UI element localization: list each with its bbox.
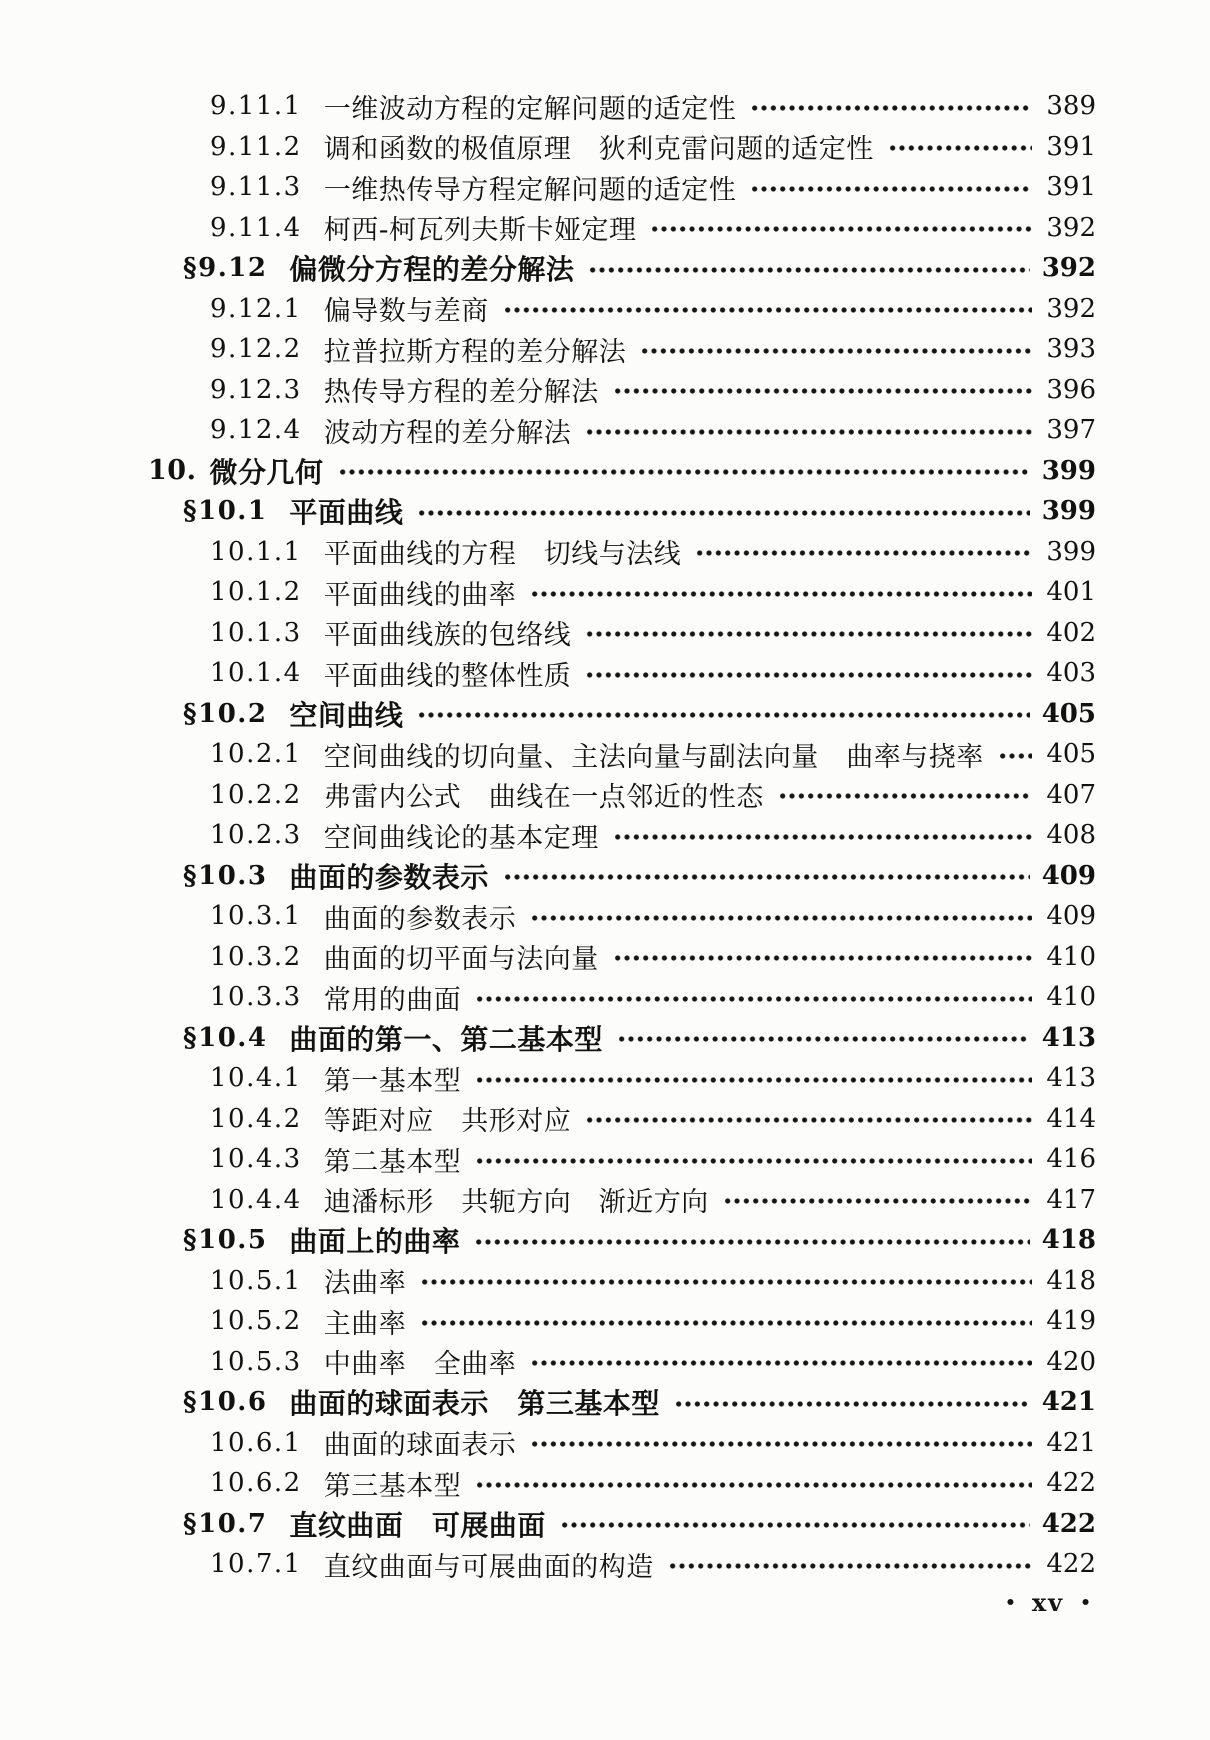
entry-title: 平面曲线的曲率 [323, 579, 517, 611]
toc-entry [210, 734, 1096, 775]
entry-page-number: 416 [1046, 1144, 1096, 1175]
entry-title: 热传导方程的差分解法 [323, 377, 599, 409]
dot-leader [585, 669, 1032, 681]
dot-leader [530, 912, 1032, 924]
entry-page-number: 420 [1046, 1346, 1096, 1377]
toc-entry [183, 491, 1096, 532]
toc-entry [183, 1382, 1096, 1423]
dot-leader [417, 507, 1029, 519]
footer-right-bullet-icon: • [1080, 1593, 1091, 1613]
toc-entry [210, 613, 1096, 654]
entry-title: 偏微分方程的差分解法 [289, 253, 575, 287]
entry-number: 10.2.2 [210, 779, 302, 810]
dot-leader [613, 831, 1032, 843]
entry-page-number: 393 [1046, 334, 1096, 365]
toc-entry [210, 86, 1096, 127]
entry-page-number: 408 [1046, 820, 1096, 851]
entry-number: 10.1.3 [210, 617, 302, 648]
entry-page-number: 410 [1046, 941, 1096, 972]
entry-title: 一维热传导方程定解问题的适定性 [323, 174, 737, 206]
toc-entry [210, 977, 1096, 1018]
entry-number: §9.12 [183, 253, 268, 284]
entry-number: 10.4.1 [210, 1063, 302, 1094]
entry-page-number: 421 [1041, 1387, 1096, 1418]
entry-title: 偏导数与差商 [323, 296, 489, 328]
entry-title: 主曲率 [323, 1308, 407, 1340]
toc-entry [210, 1099, 1096, 1140]
dot-leader [750, 102, 1032, 114]
entry-title: 柯西-柯瓦列夫斯卡娅定理 [323, 215, 637, 247]
entry-number: 9.12.3 [210, 374, 302, 405]
toc-entry [210, 532, 1096, 573]
entry-title: 曲面上的曲率 [289, 1225, 461, 1259]
dot-leader [585, 628, 1032, 640]
entry-page-number: 396 [1046, 374, 1096, 405]
folio-page-number: xv [1031, 1588, 1065, 1617]
dot-leader [560, 1519, 1030, 1531]
toc-entry [183, 856, 1096, 897]
dot-leader [338, 466, 1030, 478]
toc-entry [148, 451, 1096, 492]
entry-number: 10.4.2 [210, 1103, 302, 1134]
toc-entry [210, 370, 1096, 411]
entry-page-number: 392 [1046, 293, 1096, 324]
dot-leader [420, 1317, 1032, 1329]
entry-title: 曲面的参数表示 [323, 903, 517, 935]
entry-number: 10.7.1 [210, 1549, 302, 1580]
dot-leader [668, 1560, 1032, 1572]
entry-title: 直纹曲面 可展曲面 [289, 1508, 546, 1542]
toc-entry [183, 248, 1096, 289]
toc-entry [210, 572, 1096, 613]
entry-number: §10.4 [183, 1022, 268, 1053]
dot-leader [417, 709, 1029, 721]
entry-number: 10.4.3 [210, 1144, 302, 1175]
entry-number: 10.3.3 [210, 982, 302, 1013]
entry-number: 10.5.3 [210, 1346, 302, 1377]
entry-title: 法曲率 [323, 1268, 407, 1300]
entry-number: §10.1 [183, 496, 268, 527]
toc-entry [183, 1220, 1096, 1261]
entry-number: 10.6.1 [210, 1427, 302, 1458]
toc-entry [210, 653, 1096, 694]
dot-leader [613, 385, 1032, 397]
entry-page-number: 403 [1046, 658, 1096, 689]
entry-title: 第二基本型 [323, 1146, 462, 1178]
dot-leader [475, 1155, 1032, 1167]
entry-page-number: 410 [1046, 982, 1096, 1013]
entry-number: 10.1.2 [210, 577, 302, 608]
entry-number: §10.3 [183, 860, 268, 891]
entry-title: 波动方程的差分解法 [323, 417, 572, 449]
entry-title: 中曲率 全曲率 [323, 1349, 517, 1381]
entry-number: §10.7 [183, 1508, 268, 1539]
toc-entry [183, 1018, 1096, 1059]
entry-title: 曲面的球面表示 [323, 1430, 517, 1462]
entry-page-number: 399 [1041, 455, 1096, 486]
entry-number: 10.4.4 [210, 1184, 302, 1215]
entry-page-number: 422 [1041, 1508, 1096, 1539]
toc-entry [210, 1463, 1096, 1504]
entry-page-number: 405 [1046, 739, 1096, 770]
entry-title: 曲面的切平面与法向量 [323, 944, 599, 976]
entry-number: 10.2.3 [210, 820, 302, 851]
toc-entry [210, 1058, 1096, 1099]
dot-leader [585, 426, 1032, 438]
dot-leader [640, 345, 1032, 357]
toc-entry [210, 127, 1096, 168]
entry-number: 9.11.1 [210, 91, 302, 122]
toc-entry [210, 815, 1096, 856]
entry-title: 曲面的参数表示 [289, 860, 489, 894]
entry-title: 曲面的球面表示 第三基本型 [289, 1387, 660, 1421]
dot-leader [723, 1195, 1032, 1207]
entry-title: 一维波动方程的定解问题的适定性 [323, 93, 737, 125]
entry-number: 10.3.2 [210, 941, 302, 972]
entry-number: §10.2 [183, 698, 268, 729]
entry-title: 弗雷内公式 曲线在一点邻近的性态 [323, 782, 764, 814]
dot-leader [617, 1033, 1030, 1045]
entry-page-number: 402 [1046, 617, 1096, 648]
entry-number: 10. [148, 455, 197, 487]
toc-entry [210, 1261, 1096, 1302]
dot-leader [474, 1236, 1029, 1248]
toc-entry [210, 775, 1096, 816]
entry-page-number: 413 [1041, 1022, 1096, 1053]
dot-leader [888, 142, 1032, 154]
dot-leader [588, 264, 1029, 276]
dot-leader [695, 547, 1032, 559]
entry-page-number: 419 [1046, 1306, 1096, 1337]
entry-title: 第一基本型 [323, 1065, 462, 1097]
entry-page-number: 399 [1046, 536, 1096, 567]
entry-number: 9.11.3 [210, 172, 302, 203]
toc-entry [183, 694, 1096, 735]
footer-left-bullet-icon: • [1004, 1593, 1016, 1613]
entry-page-number: 407 [1046, 779, 1096, 810]
dot-leader [778, 790, 1032, 802]
entry-title: 调和函数的极值原理 狄利克雷问题的适定性 [323, 134, 874, 166]
entry-number: 10.5.2 [210, 1306, 302, 1337]
entry-title: 平面曲线的整体性质 [323, 660, 572, 692]
entry-number: 10.2.1 [210, 739, 302, 770]
entry-number: 9.12.4 [210, 415, 302, 446]
page-footer [940, 1588, 1156, 1617]
toc-entry [210, 410, 1096, 451]
toc-entry [210, 1423, 1096, 1464]
entry-page-number: 413 [1046, 1063, 1096, 1094]
dot-leader [503, 304, 1032, 316]
entry-number: §10.6 [183, 1387, 268, 1418]
entry-page-number: 397 [1046, 415, 1096, 446]
toc-list [0, 86, 1096, 1585]
entry-number: §10.5 [183, 1225, 268, 1256]
dot-leader [475, 1479, 1032, 1491]
entry-title: 空间曲线 [289, 698, 404, 732]
entry-page-number: 391 [1046, 131, 1096, 162]
entry-title: 等距对应 共形对应 [323, 1106, 572, 1138]
toc-entry [210, 329, 1096, 370]
dot-leader [674, 1398, 1030, 1410]
dot-leader [420, 1276, 1032, 1288]
toc-entry [210, 1544, 1096, 1585]
entry-number: 9.12.2 [210, 334, 302, 365]
entry-page-number: 421 [1046, 1427, 1096, 1458]
dot-leader [475, 993, 1032, 1005]
dot-leader [585, 1114, 1032, 1126]
entry-title: 常用的曲面 [323, 984, 462, 1016]
entry-number: 10.3.1 [210, 901, 302, 932]
dot-leader [503, 871, 1030, 883]
entry-title: 直纹曲面与可展曲面的构造 [323, 1551, 654, 1583]
entry-number: 10.6.2 [210, 1468, 302, 1499]
entry-title: 空间曲线论的基本定理 [323, 822, 599, 854]
entry-number: 10.1.1 [210, 536, 302, 567]
entry-title: 空间曲线的切向量、主法向量与副法向量 曲率与挠率 [323, 741, 984, 773]
entry-page-number: 399 [1041, 496, 1096, 527]
entry-page-number: 409 [1046, 901, 1096, 932]
entry-title: 迪潘标形 共轭方向 渐近方向 [323, 1187, 709, 1219]
toc-entry [210, 1301, 1096, 1342]
entry-title: 微分几何 [209, 455, 324, 489]
entry-page-number: 422 [1046, 1468, 1096, 1499]
entry-page-number: 422 [1046, 1549, 1096, 1580]
toc-entry [210, 208, 1096, 249]
dot-leader [613, 952, 1032, 964]
toc-entry [210, 289, 1096, 330]
toc-entry [183, 1504, 1096, 1545]
dot-leader [475, 1074, 1032, 1086]
entry-title: 第三基本型 [323, 1470, 462, 1502]
toc-entry [210, 1180, 1096, 1221]
toc-entry [210, 896, 1096, 937]
toc-entry [210, 167, 1096, 208]
dot-leader [998, 750, 1032, 762]
entry-page-number: 405 [1041, 698, 1096, 729]
entry-number: 9.11.4 [210, 212, 302, 243]
entry-page-number: 417 [1046, 1184, 1096, 1215]
entry-number: 9.11.2 [210, 131, 302, 162]
dot-leader [530, 588, 1032, 600]
entry-title: 平面曲线的方程 切线与法线 [323, 539, 682, 571]
entry-page-number: 391 [1046, 172, 1096, 203]
entry-page-number: 409 [1041, 860, 1096, 891]
entry-page-number: 401 [1046, 577, 1096, 608]
toc-entry [210, 1139, 1096, 1180]
entry-number: 10.5.1 [210, 1265, 302, 1296]
entry-title: 曲面的第一、第二基本型 [289, 1022, 603, 1056]
entry-page-number: 418 [1046, 1265, 1096, 1296]
dot-leader [530, 1357, 1032, 1369]
entry-title: 平面曲线族的包络线 [323, 620, 572, 652]
entry-number: 9.12.1 [210, 293, 302, 324]
dot-leader [530, 1438, 1032, 1450]
entry-number: 10.1.4 [210, 658, 302, 689]
entry-page-number: 418 [1041, 1225, 1096, 1256]
entry-page-number: 414 [1046, 1103, 1096, 1134]
entry-title: 平面曲线 [289, 496, 404, 530]
dot-leader [650, 223, 1032, 235]
dot-leader [750, 183, 1032, 195]
entry-page-number: 392 [1046, 212, 1096, 243]
entry-page-number: 392 [1041, 253, 1096, 284]
entry-title: 拉普拉斯方程的差分解法 [323, 336, 627, 368]
toc-entry [210, 937, 1096, 978]
toc-entry [210, 1342, 1096, 1383]
entry-page-number: 389 [1046, 91, 1096, 122]
